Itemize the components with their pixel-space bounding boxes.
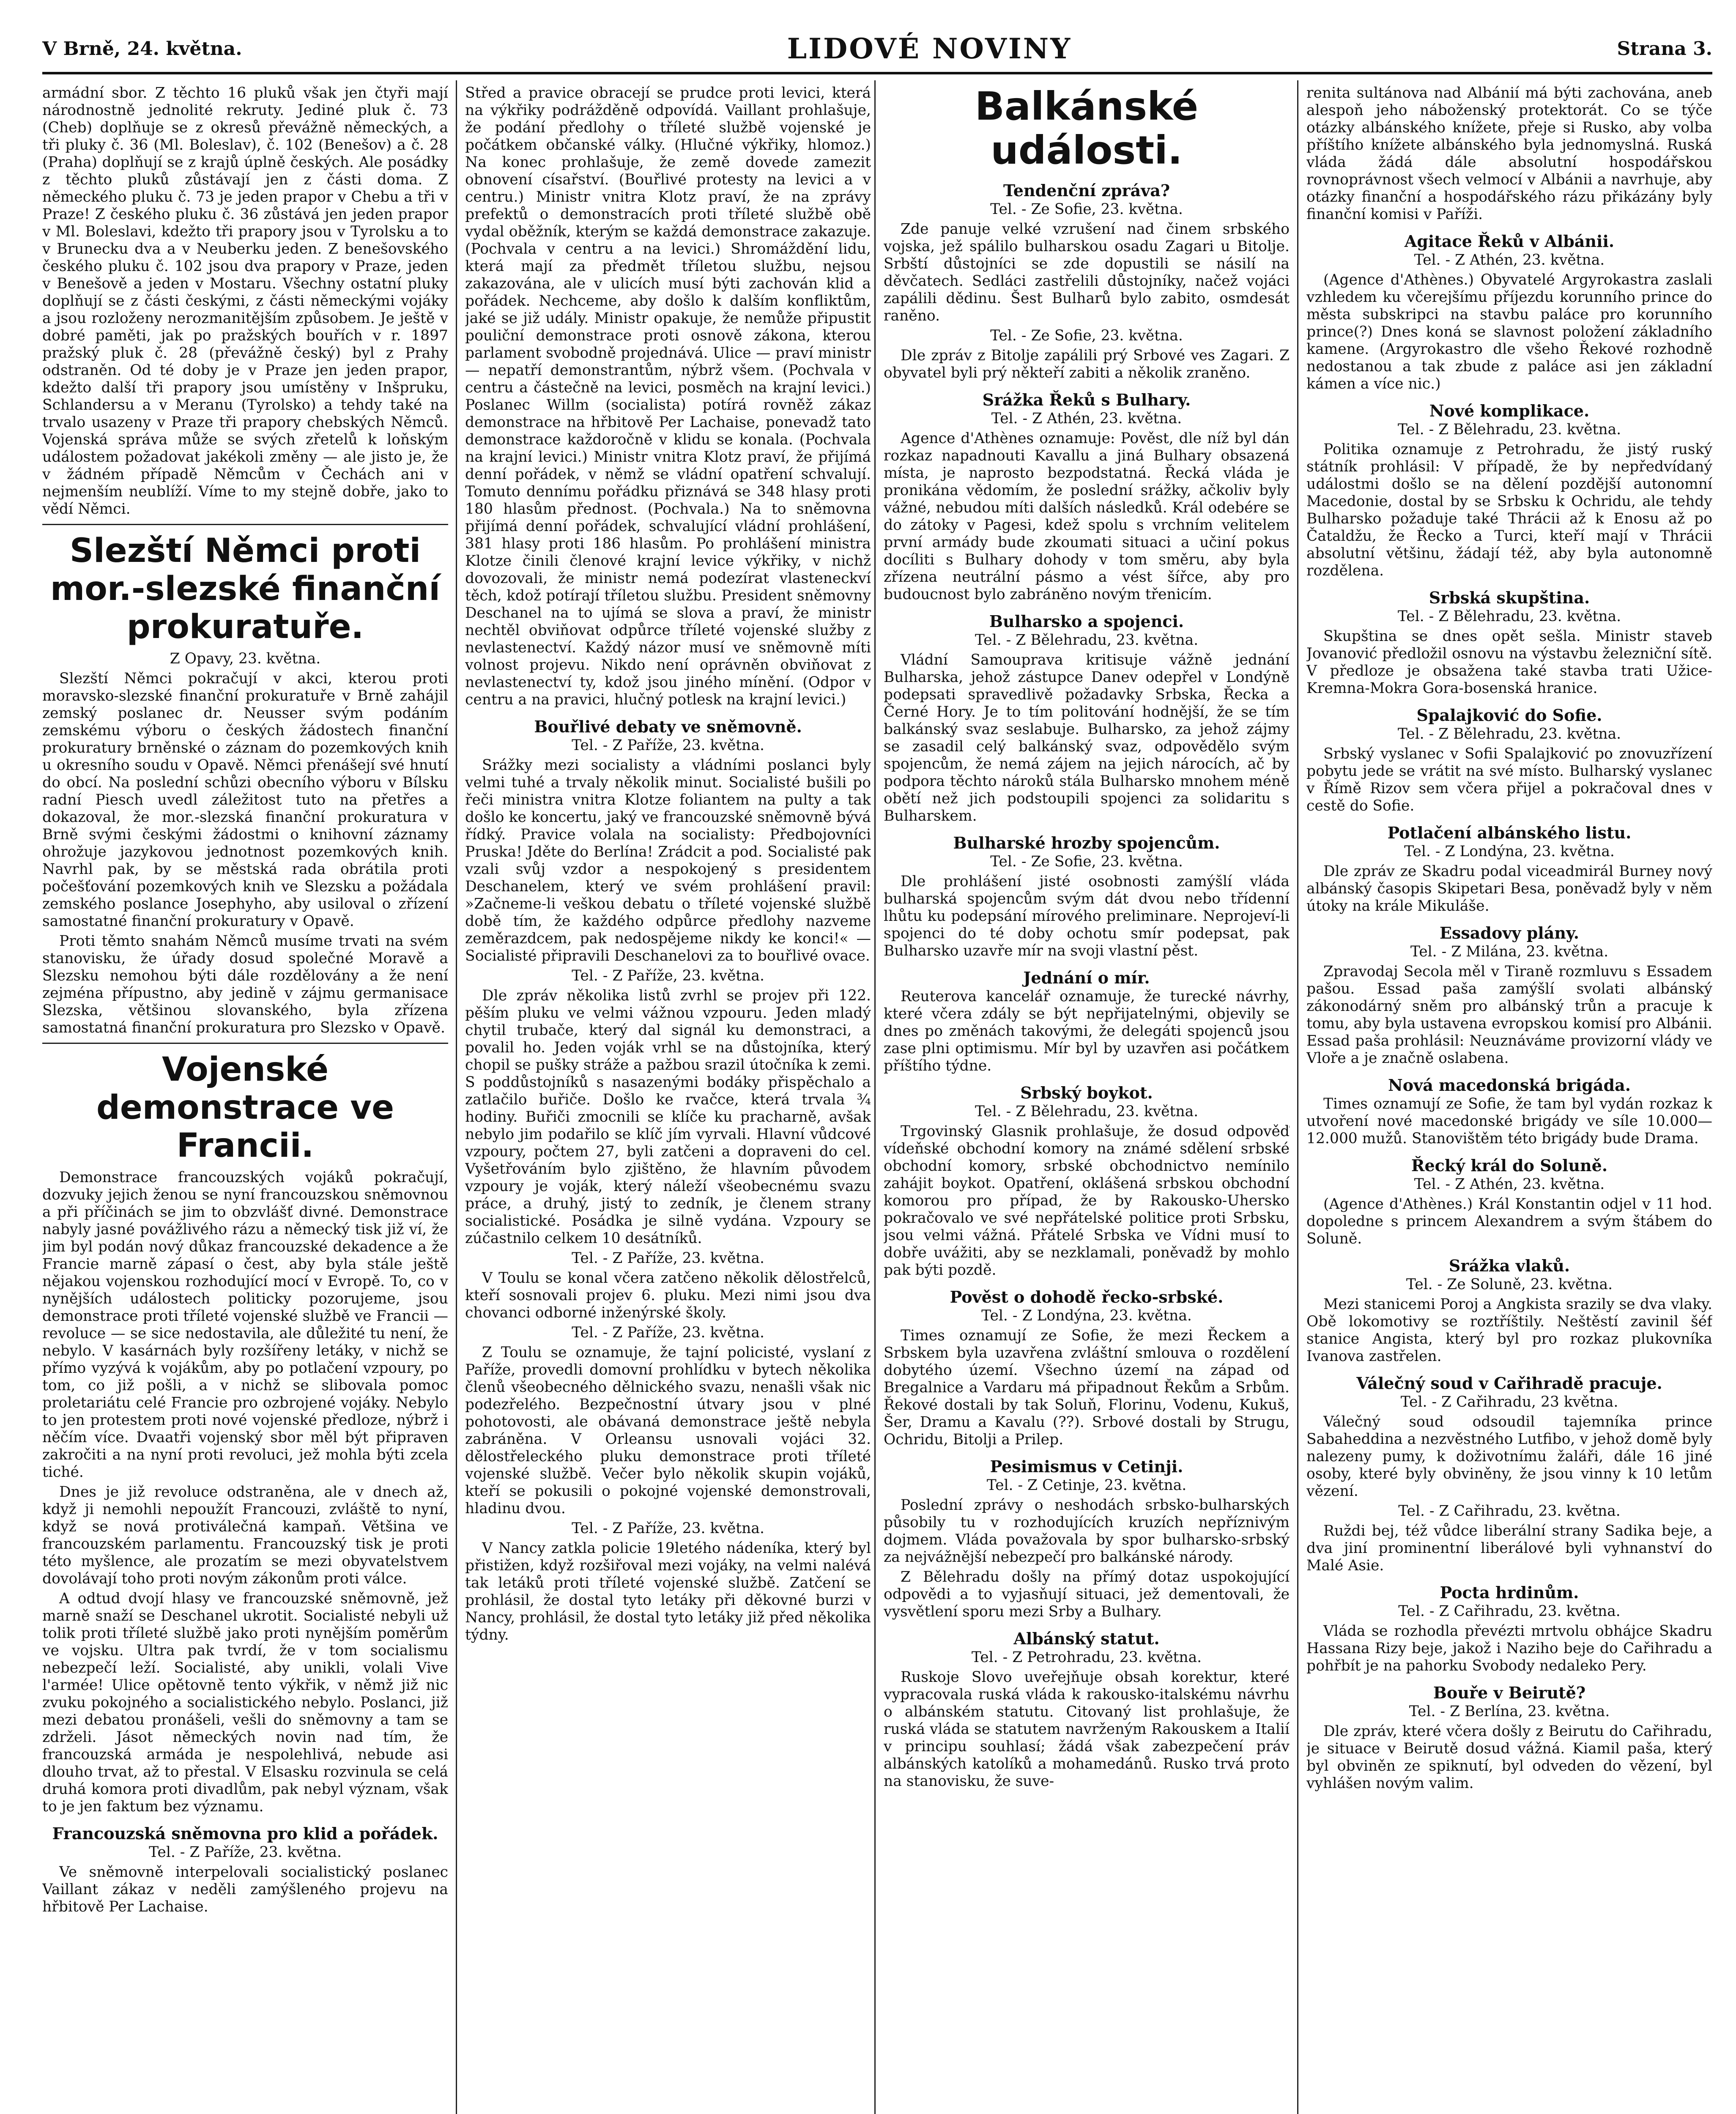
column-divider [1297,80,1298,2114]
dateline: Tel. - Z Athén, 23. května. [1414,252,1605,268]
paragraph: Ve sněmovně interpelovali socialistický poslanec Vaillant zákaz v neděli zamýšleného projevu na hřbitově Per Lachaise. [42,1864,448,1915]
paragraph: V Nancy zatkla policie 19letého nádeníka, který byl přistižen, když rozšiřoval mezi vojáky, na velmi nalévá tak letáků proti tříleté vojenské službě. Zatčení se prohlásil, že dostal tyto letáky při děkovné burzi v Nancy, prohlásil, že dostal tyto letáky již před několika týdny. [465,1540,871,1643]
subheadline: Srážka vlaků. [1448,1256,1570,1275]
column-4 [1306,85,1712,2114]
headline-balkanske-udalosti: Balkánské události. [975,85,1199,173]
dateline: Tel. - Z Athén, 23. května. [991,410,1182,427]
paragraph: Trgovinský Glasnik prohlašuje, že dosud odpověď vídeňské obchodní komory na známé sdělení srbské obchodní komory, srbské obchodnictvo nemínilo zahájit boykot. Opatření, oklášená srbskou obchodní komorou pro případ, že by Rakousko-Uhersko pokračovalo ve své nepřátelské politice proti Srbsku, jsou velmi vážná. Přátelé Srbska ve Vídni musí to dobře uvážiti, aby se nezklamali, poněvadž by mohlo pak býti pozdě. [884,1123,1290,1279]
dateline: Tel. - Z Paříže, 23. května. [149,1844,342,1861]
dateline: Tel. - Ze Sofie, 23. května. [990,201,1183,218]
paragraph: Dle zpráv několika listů zvrhl se projev při 122. pěším pluku ve velmi vážnou vzpouru. Jeden mladý chytil trubače, který dal signál ku demonstraci, a povalil ho. Jeden voják vrhl se na důstojníka, který chopil se pušky stráže a pažbou srazil útočníka k zemi. S poddůstojníků s nasazenými bodáky přispěchalo a zatlačilo buřiče. Došlo ke rvačce, která trvala ¾ hodiny. Buřiči zmocnili se klíče ku pracharně, avšak nebylo jim podařilo se klíč jím vyrvali. Hlavní vůdcové vzpoury, počtem 27, byli zatčeni a dopraveni do cel. Vyšetřováním bylo zjištěno, že hlavním původem vzpoury je voják, který náleží všeobecnému svazu práce, a druhý, jistý to zedník, je členem strany socialistické. Posádka je silně vydána. Vzpoury se zúčastnilo celkem 10 desátníků. [465,987,871,1247]
paragraph: Ruždi bej, též vůdce liberální strany Sadika beje, a dva jiní prominentní liberálové byli vyhnanství do Malé Asie. [1306,1523,1712,1574]
paragraph: Poslední zprávy o neshodách srbsko-bulharských působily tu v rozhodujících kruzích nepříznivým dojmem. Vláda považovala by spor bulharsko-srbský za nejvážnější nebezpečí pro balkánské národy. [884,1497,1290,1566]
subheadline: Spalajković do Sofie. [1416,706,1602,725]
column-3 [884,85,1290,2114]
dateline: Tel. - Z Bělehradu, 23. května. [975,632,1199,649]
dateline: Tel. - Z Londýna, 23. května. [1404,843,1615,860]
column-divider [456,80,457,2114]
masthead: LIDOVÉ NOVINY [787,32,1072,65]
dateline: Z Opavy, 23. května. [170,650,321,667]
dateline: Tel. - Z Bělehradu, 23. května. [1397,726,1621,742]
header-date: V Brně, 24. května. [42,38,242,60]
subheadline: Válečný soud v Cařihradě pracuje. [1356,1374,1662,1393]
subheadline: Pocta hrdinům. [1440,1583,1579,1602]
paragraph: V Toulu se konal včera zatčeno několik dělostřelců, kteří sosnovali projev 6. pluku. Mezi nimi jsou dva chovanci odborné inženýrské školy. [465,1270,871,1321]
dateline: Tel. - Z Paříže, 23. května. [572,1250,764,1267]
paragraph: Reuterova kancelář oznamuje, že turecké návrhy, které včera zdály se být nepřijatelnými, objevily se dnes po změnách takovými, že delegáti spojenců jsou zase plni optimismu. Mír byl by uzavřen asi počátkem příštího týdne. [884,988,1290,1074]
paragraph: Ruskoje Slovo uveřejňuje obsah korektur, které vypracovala ruská vláda k rakousko-italskému návrhu o albánském statutu. Citovaný list prohlašuje, že ruská vláda se statutem navrženým Rakouskem a Italií v principu souhlasí; žádá však zabezpečení práv albánských katolíků a mohamedánů. Rusko trvá proto na stanovisku, že suve- [884,1669,1290,1790]
dateline: Tel. - Z Cařihradu, 23. května. [1398,1503,1621,1520]
paragraph: armádní sbor. Z těchto 16 pluků však jen čtyři mají národnostně jednolité rekruty. Jediné pluk č. 73 (Cheb) doplňuje se z okresů převážně německých, a tři pluky č. 36 (Ml. Boleslav), č. 102 (Benešov) a č. 28 (Praha) doplňují se z krajů úplně českých. Ale posádky z těchto pluků zůstávají jen z části doma. Z německého pluku č. 73 je jeden prapor v Chebu a tři v Praze! Z českého pluku č. 36 zůstává jen jeden prapor v Ml. Boleslavi, kdežto tři prapory jsou v Tyrolsku a to v Brunecku dva a v Neuberku jeden. Z benešovského českého pluku č. 102 jsou dva prapory v Praze, jeden v Benešově a jeden v Mostaru. Všechny ostatní pluky doplňují se z části českými, z části německými vojáky a jsou rozloženy nerozmanitějším způsobem. Je ještě v dobré paměti, jak po pražských bouřích v r. 1897 pražský pluk č. 28 (převážně český) byl z Prahy odstraněn. Od té doby je v Praze jen jeden prapor, kdežto další tři prapory jsou umístěny v Inšpruku, Schlandersu a v Meranu (Tyrolsko) a tehdy také na trvalo usazeny v Praze tři prapory chebských Němců. Vojenská správa může se svých zřetelů k loňským událostem požadovat jakékoli změny — ale jisto je, že v žádném případě Němcům v Čechách ani v nejmenším neublíží. Víme to my stejně dobře, jako to vědí Němci. [42,85,448,518]
paragraph: renita sultánova nad Albánií má býti zachována, aneb alespoň jeho náboženský protektorát. Co se týče otázky albánského knížete, přeje si Rusko, aby volba příštího knížete albánského byla jednomyslná. Ruská vláda žádá dále absolutní hospodářskou rovnoprávnost všech velmocí v Albánii a navrhuje, aby otázky finanční a hospodářského rázu přikázány byly finanční komisi v Paříži. [1306,85,1712,223]
paragraph: Proti těmto snahám Němců musíme trvati na svém stanovisku, že úřady dosud společné Moravě a Slezsku nemohou býti dále rozdělovány a že není zejména přípustno, aby jedině v zájmu germanisace Slezska, většinou slovanského, byla zřízena samostatná finanční prokuratura pro Slezsko v Opavě. [42,933,448,1036]
paragraph: Politika oznamuje z Petrohradu, že jistý ruský státník prohlásil: V případě, že by nepředvídaný událostmi došlo se na dělení pozdější autonomní Macedonie, dostal by se Srbsku k Ochridu, ale tehdy Bulharsko požaduje také Thrácii až k Enosu až po Čataldžu, že Řecko a Turci, kteří mají v Thrácii absolutní většinu, žádají též, aby byla autonomně rozdělena. [1306,441,1712,579]
column-divider [874,80,876,2114]
page-number: Strana 3. [1617,38,1712,60]
paragraph: (Agence d'Athènes.) Obyvatelé Argyrokastra zaslali vzhledem ku včerejšímu příjezdu korunního prince do města subskripci na stavbu paláce pro korunního prince(?) Dnes koná se slavnost položení základního kamene. (Argyrokastro dle všeho Řekové rozhodně nedostanou a tak zbude z paláce asi jen základní kámen a více nic.) [1306,271,1712,392]
column-1 [42,85,448,2114]
subheadline: Bulharsko a spojenci. [989,612,1184,631]
paragraph: Mezi stanicemi Poroj a Angkista srazily se dva vlaky. Obě lokomotivy se roztříštily. Neštěstí zavinil šéf stanice Angista, který byl pro rozkaz plukovníka Ivanova zastřelen. [1306,1296,1712,1365]
paragraph: Zpravodaj Secola měl v Tiraně rozmluvu s Essadem pašou. Essad paša zamýšlí svolati albánský zákonodárný sněm pro albánský trůn a pracuje k tomu, aby byla ustavena evropskou komisí pro Albánii. Essad paša prohlásil: Neuznáváme provizorní vlády ve Vloře a je značně oslabena. [1306,963,1712,1067]
newspaper-page [42,25,1712,2114]
dateline: Tel. - Z Paříže, 23. května. [572,967,764,984]
headline-vojenske-demonstrace: Vojenské demonstrace ve Francii. [96,1051,394,1165]
paragraph: Dle prohlášení jisté osobnosti zamýšlí vláda bulharská spojencům svým dát dvou nebo třídenní lhůtu ku podepsání mírového preliminare. Neprojeví-li spojenci do té doby ochotu smír podepsat, pak Bulharsko uzavře mír na svoji vlastní pěst. [884,873,1290,959]
dateline: Tel. - Ze Sofie, 23. května. [990,853,1183,870]
subheadline: Francouzská sněmovna pro klid a pořádek. [52,1824,438,1843]
paragraph: Dle zpráv, které včera došly z Beirutu do Cařihradu, je situace v Beirutě dosud vážná. Kiamil paša, který byl obviněn ze spiknutí, byl odveden do vězení, byl vyhlášen novým valim. [1306,1723,1712,1792]
dateline: Tel. - Z Milána, 23. května. [1410,943,1609,960]
paragraph: Demonstrace francouzských vojáků pokračují, dozvuky jejich ženou se nyní francouzskou sněmovnou a při příčinách se jim to obzvlášť divné. Demonstrace nabyly jasné povážlivého rázu a německý tisk již ví, že jim byl podán nový důkaz francouzské dekadence a že Francie marně zápasí o čest, aby byla stále ještě nějakou vojenskou rozhodující mocí v Evropě. To, co v nynějších událostech politicky pozorujeme, jsou demonstrace proti tříleté vojenské službě ve Francii — revoluce — se sice nedostavila, ale důležité tu není, že nebylo. V kasárnách byly rozšířeny letáky, v nichž se přímo vyzývá k vojákům, aby po potlačení vzpoury, po tom, co již pošli, a v nichž se slibovala pomoc proletariátu celé Francie pro ozbrojené vojáky. Nebylo to jen protestem proti nové vojenské předloze, nýbrž i něčím více. Dvaatři vojenský sbor měl být připraven zakročiti a na nyní proti revoluci, jež mohla býti zcela tiché. [42,1169,448,1481]
paragraph: Times oznamují ze Sofie, že mezi Řeckem a Srbskem byla uzavřena zvláštní smlouva o rozdělení dobytého území. Všechno území na západ od Bregalnice a Vardaru má připadnout Řekům a Srbům. Řekové dostali by tak Soluň, Florinu, Vodenu, Kukuš, Šer, Dramu a Kavalu (??). Srbové dostali by Strugu, Ochridu, Bitolji a Prilep. [884,1327,1290,1448]
subheadline: Nová macedonská brigáda. [1388,1076,1631,1095]
subheadline: Bulharské hrozby spojencům. [953,833,1220,852]
paragraph: Times oznamují ze Sofie, že tam byl vydán rozkaz k utvoření nové macedonské brigády ve síle 10.000—12.000 mužů. Stanovištěm této brigády bude Drama. [1306,1095,1712,1147]
dateline: Tel. - Z Cetinje, 23. května. [986,1477,1187,1494]
paragraph: Srbský vyslanec v Sofii Spalajković po znovuzřízení pobytu jede se vrátit na své místo. Bulharský vyslanec v Římě Rizov sem včera přijel a pokračoval dnes v cestě do Sofie. [1306,745,1712,814]
paragraph: Skupština se dnes opět sešla. Ministr staveb Jovanović předložil osnovu na výstavbu železniční sítě. V předloze je obsažena také stavba trati Užice-Kremna-Mokra Gora-bosenská hranice. [1306,628,1712,697]
paragraph: Z Toulu se oznamuje, že tajní policisté, vyslaní z Paříže, provedli domovní prohlídku v bytech několika členů všeobecného dělnického svazu, nenašli však nic podezřelého. Bezpečnostní útvary jsou v plné pohotovosti, ale obávaná demonstrace ještě nebyla zabráněna. V Orleansu usnovali vojáci 32. dělostřeleckého pluku demonstrace proti tříleté vojenské službě. Večer bylo několik skupin vojáků, kteří se pokusili o pokojné vojenské demonstrovali, hladinu dvou. [465,1344,871,1517]
dateline: Tel. - Z Berlína, 23. května. [1409,1703,1610,1720]
column-2 [465,85,871,2114]
dateline: Tel. - Z Bělehradu, 23. května. [1397,608,1621,625]
paragraph: (Agence d'Athènes.) Král Konstantin odjel v 11 hod. dopoledne s princem Alexandrem a svým štábem do Soluně. [1306,1196,1712,1247]
paragraph: Srážky mezi socialisty a vládními poslanci byly velmi tuhé a trvaly několik minut. Socialisté bušili po řeči ministra vnitra Klotze foliantem na pulty a tak došlo ke koncertu, jaký ve francouzské sněmovně bývá řídký. Pravice volala na socialisty: Předbojovníci Pruska! Jděte do Berlína! Zrádcit a pod. Socialisté pak vzali svůj vzdor a nespokojený s presidentem Deschanelem, který ve svém prohlášení pravil: »Začneme-li veškou debatu o tříleté vojenské službě době tím, že každého odpůrce předlohy nazveme zeměrazdcem, pak nedospějeme nikdy ke konci!« — Socialisté připravili Deschanelovi za to bouřlivé ovace. [465,757,871,964]
paragraph: Válečný soud odsoudil tajemníka prince Sabaheddina a nezvěstného Lutfibo, v jehož domě byly nalezeny pumy, k doživotnímu žaláři, dále 16 jiné osoby, které byly obviněny, že jsou vinny k 10 letům vězení. [1306,1413,1712,1500]
dateline: Tel. - Z Paříže, 23. května. [572,737,764,754]
dateline: Tel. - Ze Sofie, 23. května. [990,327,1183,344]
subheadline: Jednání o mír. [1023,968,1150,987]
paragraph: Dle zpráv z Bitolje zapálili prý Srbové ves Zagari. Z obyvatel byli prý někteří zabiti a několik zraněno. [884,347,1290,381]
subheadline: Bouřlivé debaty ve sněmovně. [534,717,802,736]
subheadline: Srbský boykot. [1020,1083,1153,1102]
paragraph: Dle zpráv ze Skadru podal viceadmirál Burney nový albánský časopis Skipetari Besa, poněvadž byly v něm útoky na krále Mikuláše. [1306,863,1712,915]
subheadline: Pesimismus v Cetinji. [990,1457,1183,1476]
paragraph: Vláda se rozhodla převézti mrtvolu obhájce Skadru Hassana Rizy beje, jakož i Naziho beje do Cařihradu a pohřbít je na pahorku Svobody nedaleko Pery. [1306,1623,1712,1674]
paragraph: Zde panuje velké vzrušení nad činem srbského vojska, jež spálilo bulharskou osadu Zagari u Bitolje. Srbští důstojníci se zde dopustili se násilí na děvčatech. Sedláci zastřelili důstojníky, načež vojáci zapálili dědinu. Šest Bulharů bylo zabito, osmdesát raněno. [884,221,1290,324]
paragraph: Střed a pravice obracejí se prudce proti levici, která na výkřiky podrážděně odpovídá. Vaillant prohlašuje, že podání předlohy o tříleté službě vojenské je počátkem občanské války. (Hlučné výkřiky, hlomoz.) Na konec prohlašuje, že země dovede zamezit obnovení císařství. (Bouřlivé protesty na levici a v centru.) Ministr vnitra Klotz praví, že na zprávy prefektů o demonstracích proti tříleté službě obě vydal oběžník, kterým se každá demonstrace zakazuje. (Pochvala v centru a na levici.) Shromáždění lidu, která mají za předmět tříletou službu, nejsou zakazována, ale v ulicích musí býti zachován klid a pořádek. Nechceme, aby došlo k dalším konfliktům, jaké se již udály. Ministr opakuje, že nemůže připustit pouliční demonstrace proti osnově zákona, kterou parlament svobodně projednává. Ulice — praví ministr — nepatří demonstrantům, nýbrž všem. (Pochvala v centru a částečně na levici, posměch na krajní levici.) Poslanec Willm (socialista) potírá rovněž zákaz demonstrace na hřbitově Per Lachaise, ponevadž tato demonstrace každoročně v klidu se konala. (Pochvala na krajní levici.) Ministr vnitra Klotz praví, že přijímá denní pořádek, v němž se vládní opatření schvalují. Tomuto dennímu pořádku přiznává se 348 hlasy proti 180 hlasům přednost. (Pochvala.) Na to sněmovna přijímá denní pořádek, schvalující vládní prohlášení, 381 hlasy proti 186 hlasům. Po prohlášení ministra Klotze činili členové krajní levice výkřiky, v nichž dovozovali, že ministr nemá podezírat vlasteneckví těch, kdož potírají tříletou službu. President sněmovny Deschanel na to ujímá se slova a praví, že ministr nechtěl obviňovat odpůrce tříleté vojenské služby z nevlastenectví. Každý názor musí ve sněmovně míti volnost projevu. Nikdo není oprávněn obviňovat z nevlastenectví ty, kdož jsou jiného mínění. (Odpor v centru a na pravici, hlučný potlesk na krajní levici.) [465,85,871,708]
subheadline: Agitace Řeků v Albánii. [1404,232,1615,251]
headline-slezsti-nemci: Slezští Němci proti mor.-slezské finanční prokuratuře. [50,532,440,646]
subheadline: Potlačení albánského listu. [1387,823,1632,842]
dateline: Tel. - Z Petrohradu, 23. května. [971,1649,1202,1666]
dateline: Tel. - Z Londýna, 23. května. [981,1307,1192,1324]
subheadline: Bouře v Beirutě? [1433,1683,1586,1702]
paragraph: Dnes je již revoluce odstraněna, ale v dnech až, když ji nemohli nepoužít Francouzi, zvláště to nyní, když se nová protiválečná kampaň. Většina ve francouzském parlamentu. Francouzský tisk je proti této myšlence, ale prozatím se mezi obyvatelstvem dovolávají toho proti novým zákonům proti válce. [42,1484,448,1587]
subheadline: Srážka Řeků s Bulhary. [982,390,1191,409]
dateline: Tel. - Ze Soluně, 23. května. [1406,1276,1613,1293]
paragraph: Agence d'Athènes oznamuje: Pověst, dle níž byl dán rozkaz napadnouti Kavallu a jiná Bulhary obsazená místa, je naprosto bezpodstatná. Řecká vláda je pronikána vědomím, že poslední srážky, ačkoliv byly vážné, nebudou míti dalších následků. Král odebére se do zátoky v Pagesi, kdež spolu s vrchním velitelem první armády bude zkoumati situaci a učiní pokus docíliti s Bulhary dohody v tom směru, aby byla zřízena neutrální pásmo a vést šířce, aby pro budoucnost bylo zabráněno novým třenicím. [884,430,1290,603]
paragraph: Vládní Samouprava kritisuje vážně jednání Bulharska, jehož zástupce Danev odepřel v Londýně podepsati spravedlivě požadavky Srbska, Řecka a Černé Hory. Je to tím politování hodnější, že se tím balkánský svaz seslabuje. Bulharsko, za jehož zájmy se zasadil celý balkánský svaz, odpovědělo svým spojencům, že nemá zájem na jejich nárocích, ač by podpora těchto nároků stála Bulharsko mnohem méně obětí než jich podstoupili spojenci za solidaritu s Bulharskem. [884,652,1290,824]
dateline: Tel. - Z Bělehradu, 23. května. [975,1103,1199,1120]
dateline: Tel. - Z Athén, 23. května. [1414,1176,1605,1193]
subheadline: Albánský statut. [1013,1629,1160,1648]
subheadline: Pověst o dohodě řecko-srbské. [950,1287,1224,1306]
paragraph: Z Bělehradu došly na přímý dotaz uspokojující odpovědi a to vyjasňují situaci, jež dementovali, že vysvětlení sporu mezi Srby a Bulhary. [884,1569,1290,1620]
dateline: Tel. - Z Paříže, 23. května. [572,1520,764,1537]
section-rule [42,524,448,525]
dateline: Tel. - Z Cařihradu, 23. května. [1398,1603,1621,1620]
dateline: Tel. - Z Paříže, 23. května. [572,1324,764,1341]
subheadline: Essadovy plány. [1440,923,1579,942]
subheadline: Srbská skupština. [1429,588,1590,607]
paragraph: A odtud dvojí hlasy ve francouzské sněmovně, jež marně snaží se Deschanel ukrotit. Socialisté nebyli už tolik proti tříleté službě jako proti nynějším poměrům ve vojsku. Ultra pak tvrdí, že v tom socialismu nebezpečí leží. Socialisté, aby unikli, volali Vive l'armée! Ulice opětovně tento výkřik, v němž již nic zvuku pokojného a socialistického nebylo. Poslanci, již mezi debatou pronášeli, vešli do sněmovny a tam se zdrželi. Jásot německých novin nad tím, že francouzská armáda je nespolehlivá, nebude asi dlouho trvat, až to přestal. V Elsasku rozvinula se celá druhá komora proti divadlům, pak nebyl význam, však to je jen faktum bez významu. [42,1590,448,1815]
paragraph: Slezští Němci pokračují v akci, kterou proti moravsko-slezské finanční prokuratuře v Brně zahájil zemský poslanec dr. Neusser svým podáním zemskému výboru o českých žádostech finanční prokuratury brněnské o záznam do pozemkových knih u okresního soudu v Opavě. Němci přenášejí své hnutí do obcí. Na poslední schůzi obecního výboru v Bílsku radní Piesch uvedl záležitost tuto na přetřes a dokazoval, že mor.-slezská finanční prokuratura v Brně svými českými žádostmi o knihovní záznamy ohrožuje jazykovou jednotnost pozemkových knih. Navrhl pak, by se městská rada obrátila proti počešťování pozemkových knih ve Slezsku a požádala zemského poslance Josephyho, aby usiloval o zřízení samostatné finanční prokuratury v Opavě. [42,670,448,930]
subheadline: Řecký král do Soluně. [1411,1156,1608,1175]
page-header [42,25,1712,74]
section-rule [42,1043,448,1044]
dateline: Tel. - Z Bělehradu, 23. května. [1397,421,1621,438]
subheadline: Nové komplikace. [1429,401,1590,420]
dateline: Tel. - Z Cařihradu, 23 května. [1400,1394,1618,1410]
subheadline: Tendenční zpráva? [1003,181,1170,200]
